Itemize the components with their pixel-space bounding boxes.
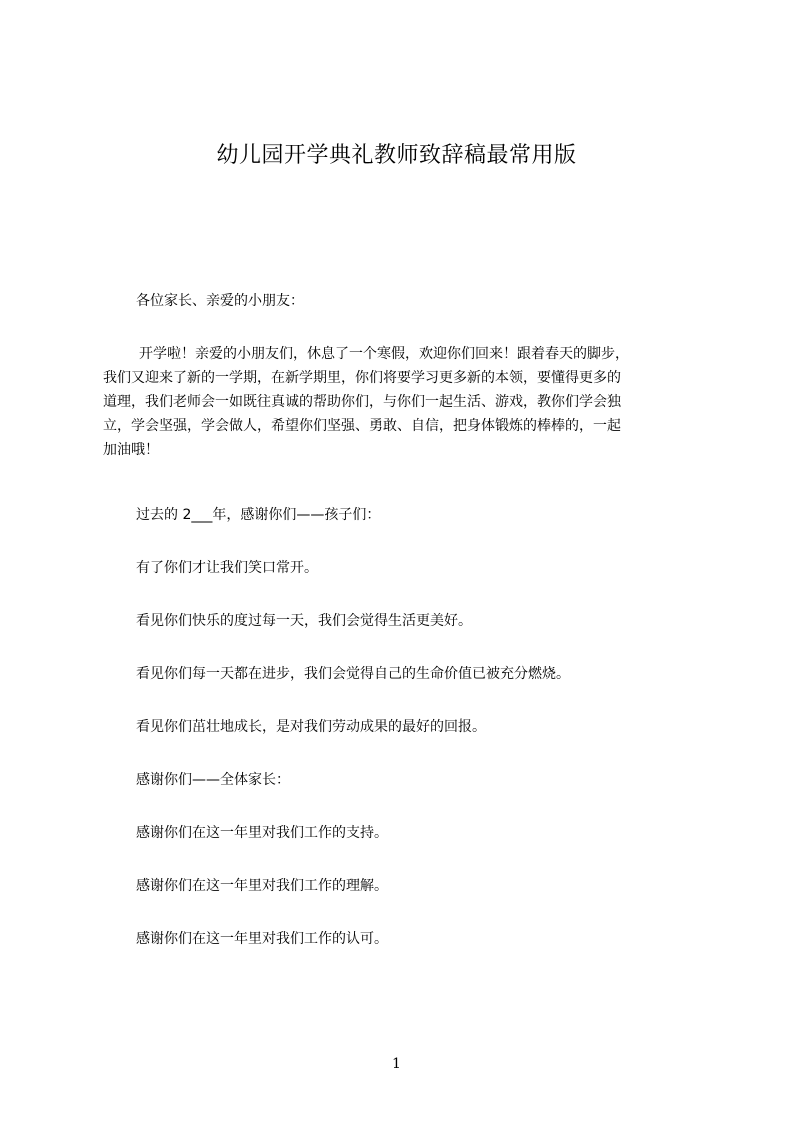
opening-line: 开学啦！亲爱的小朋友们，休息了一个寒假，欢迎你们回来！跟着春天的脚步， bbox=[139, 346, 629, 362]
body-paragraph: 感谢你们在这一年里对我们工作的支持。 bbox=[136, 825, 388, 841]
body-paragraph: 看见你们茁壮地成长，是对我们劳动成果的最好的回报。 bbox=[136, 719, 486, 735]
opening-paragraph bbox=[103, 342, 699, 462]
document-title: 幼儿园开学典礼教师致辞稿最常用版 bbox=[216, 143, 577, 168]
page-number: 1 bbox=[392, 1056, 401, 1072]
opening-line: 道理，我们老师会一如既往真诚的帮助你们，与你们一起生活、游戏，教你们学会独 bbox=[103, 394, 621, 410]
opening-line: 立，学会坚强，学会做人，希望你们坚强、勇敢、自信，把身体锻炼的棒棒的，一起 bbox=[103, 418, 621, 434]
opening-line: 我们又迎来了新的一学期，在新学期里，你们将要学习更多新的本领，要懂得更多的 bbox=[103, 370, 621, 386]
body-paragraph: 感谢你们在这一年里对我们工作的理解。 bbox=[136, 878, 388, 894]
body-paragraph: 看见你们每一天都在进步，我们会觉得自己的生命价值已被充分燃烧。 bbox=[136, 666, 570, 682]
greeting-paragraph: 各位家长、亲爱的小朋友： bbox=[136, 293, 304, 309]
body-paragraph: 感谢你们——全体家长： bbox=[136, 772, 290, 788]
opening-line: 加油哦！ bbox=[103, 442, 159, 458]
body-paragraph: 感谢你们在这一年里对我们工作的认可。 bbox=[136, 931, 388, 947]
body-paragraph: 看见你们快乐的度过每一天，我们会觉得生活更美好。 bbox=[136, 613, 472, 629]
body-paragraph: 过去的 2___年，感谢你们——孩子们： bbox=[136, 507, 381, 523]
body-paragraph: 有了你们才让我们笑口常开。 bbox=[136, 560, 318, 576]
